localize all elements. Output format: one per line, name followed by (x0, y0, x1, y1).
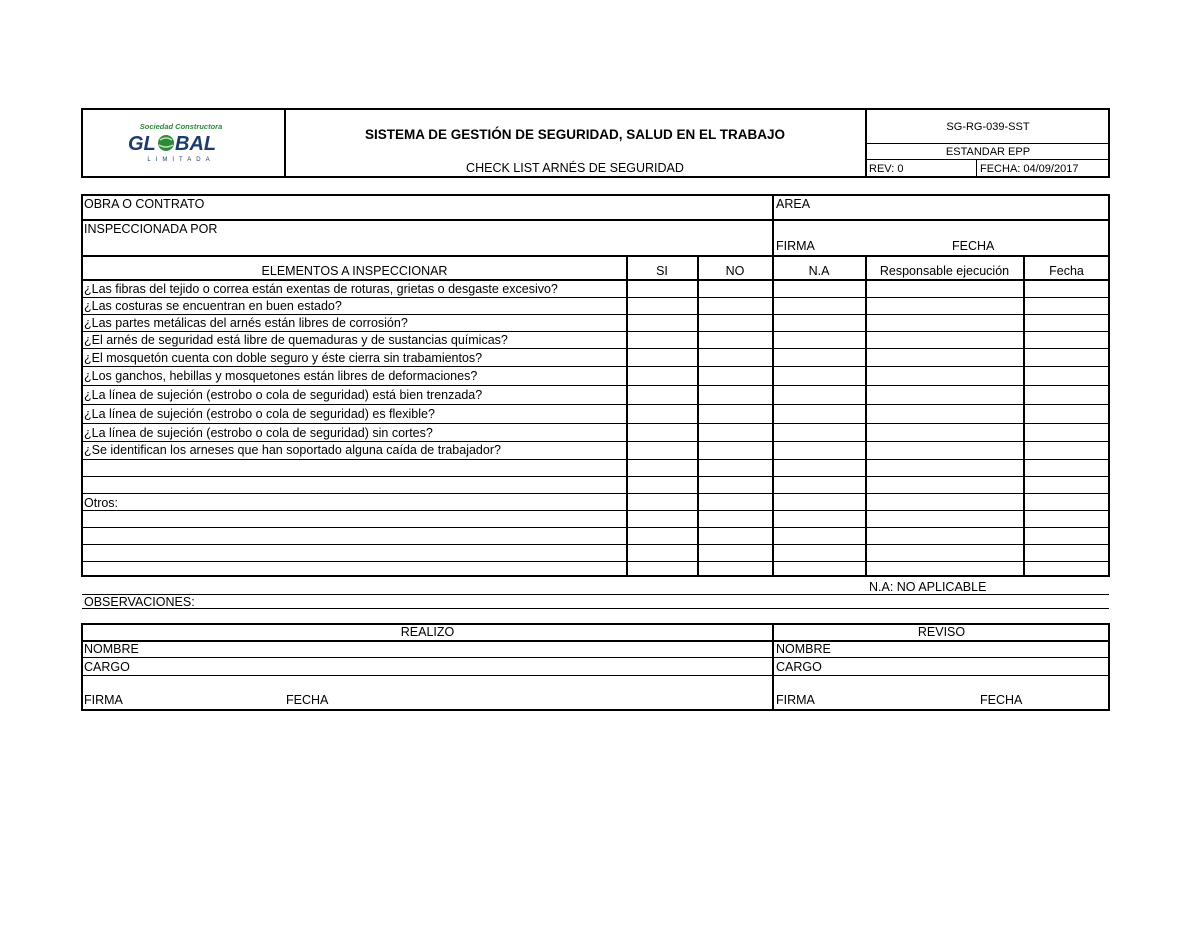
firma-label: FIRMA (776, 239, 815, 253)
area-label: AREA (776, 197, 811, 211)
header-na: N.A (808, 264, 830, 278)
document-title: SISTEMA DE GESTIÓN DE SEGURIDAD, SALUD EN EL TRABAJO (364, 127, 786, 142)
revision-label: REV: 0 (869, 163, 904, 175)
header-responsable: Responsable ejecución (879, 264, 1010, 278)
realizo-fecha-label: FECHA (286, 693, 329, 707)
header-no: NO (725, 264, 745, 278)
checklist-item: ¿La línea de sujeción (estrobo o cola de seguridad) sin cortes? (84, 426, 433, 440)
company-logo (122, 118, 240, 164)
obra-label: OBRA O CONTRATO (84, 197, 205, 211)
checklist-item: ¿Las costuras se encuentran en buen estado? (84, 299, 342, 313)
inspeccionada-label: INSPECCIONADA POR (84, 222, 218, 236)
checklist-item: ¿Las partes metálicas del arnés están libres de corrosión? (84, 316, 408, 330)
logo-graphic (122, 118, 240, 164)
reviso-firma-label: FIRMA (776, 693, 815, 707)
reviso-label: REVISO (917, 625, 966, 639)
otros-label: Otros: (84, 496, 119, 510)
svg-text:BAL: BAL (175, 133, 217, 155)
observaciones-label: OBSERVACIONES: (84, 595, 195, 609)
svg-text:Sociedad Constructora: Sociedad Constructora (139, 122, 223, 131)
reviso-nombre-label: NOMBRE (776, 642, 831, 656)
checklist-item: ¿La línea de sujeción (estrobo o cola de seguridad) es flexible? (84, 407, 435, 421)
svg-text:LIMITADA: LIMITADA (147, 157, 215, 163)
realizo-label: REALIZO (400, 625, 455, 639)
realizo-firma-label: FIRMA (84, 693, 123, 707)
realizo-cargo-label: CARGO (84, 660, 130, 674)
checklist-item: ¿El arnés de seguridad está libre de quemaduras y de sustancias químicas? (84, 333, 508, 347)
svg-text:GL: GL (128, 133, 156, 155)
realizo-nombre-label: NOMBRE (84, 642, 139, 656)
checklist-item: ¿Se identifican los arneses que han soportado alguna caída de trabajador? (84, 443, 501, 457)
standard-label: ESTANDAR EPP (945, 146, 1031, 158)
reviso-cargo-label: CARGO (776, 660, 822, 674)
document-code: SG-RG-039-SST (946, 121, 1030, 133)
fecha-label: FECHA (952, 239, 995, 253)
na-note: N.A: NO APLICABLE (869, 580, 987, 594)
checklist-item: ¿La línea de sujeción (estrobo o cola de seguridad) está bien trenzada? (84, 388, 483, 402)
header-elementos: ELEMENTOS A INSPECCIONAR (261, 264, 448, 278)
document-date: FECHA: 04/09/2017 (980, 163, 1079, 175)
reviso-fecha-label: FECHA (980, 693, 1023, 707)
checklist-item: ¿Las fibras del tejido o correa están exentas de roturas, grietas o desgaste excesivo? (84, 282, 558, 296)
checklist-item: ¿Los ganchos, hebillas y mosquetones están libres de deformaciones? (84, 369, 478, 383)
document-subtitle: CHECK LIST ARNÉS DE SEGURIDAD (466, 161, 684, 175)
checklist-item: ¿El mosquetón cuenta con doble seguro y éste cierra sin trabamientos? (84, 351, 483, 365)
header-fecha: Fecha (1049, 264, 1084, 278)
header-si: SI (656, 264, 668, 278)
